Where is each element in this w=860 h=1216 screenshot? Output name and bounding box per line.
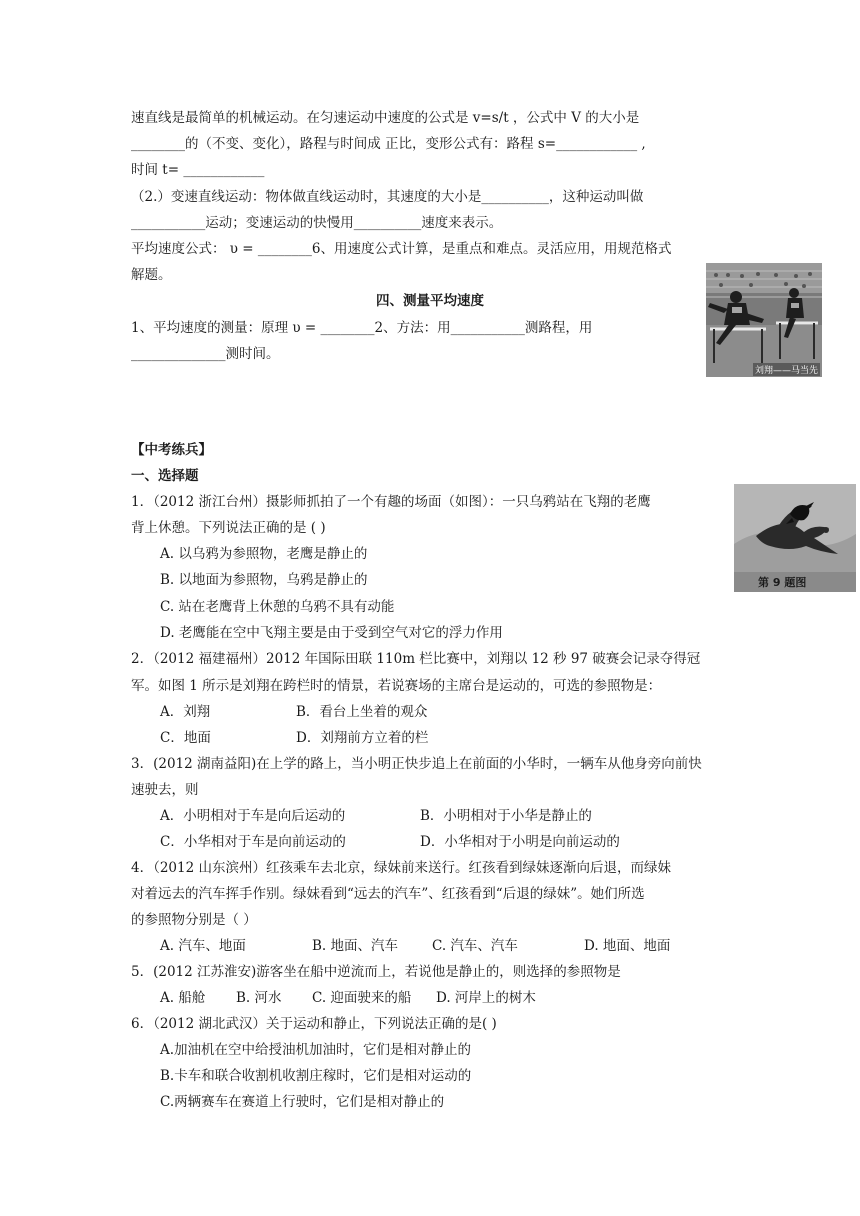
question-line: 3．(2012 湖南益阳)在上学的路上，当小明正快步追上在前面的小华时，一辆车从他身旁向前快 [131,756,702,772]
text-line: 速直线是最简单的机械运动。在匀速运动中速度的公式是 v=s/t ，公式中 V 的大小是 [131,110,640,126]
question-line: 背上休憩。下列说法正确的是 ( ) [131,520,326,536]
option: B．小明相对于小华是静止的 [420,808,592,824]
option: C. 汽车、汽车 [432,938,518,954]
photo-caption: 刘翔——马当先 [753,363,820,376]
option: B.卡车和联合收割机收割庄稼时，它们是相对运动的 [160,1068,472,1084]
option-row [160,988,536,1008]
option-row [160,936,670,956]
option: D. 老鹰能在空中飞翔主要是由于受到空气对它的浮力作用 [160,625,503,641]
practice-subtitle: 一、选择题 [131,468,199,484]
text-line: 解题。 [131,267,172,283]
section-heading: 四、测量平均速度 [376,293,484,309]
question-line: 2．（2012 福建福州）2012 年国际田联 110m 栏比赛中，刘翔以 12 秒 97 破赛会记录夺得冠 [131,651,701,667]
question-line: 速驶去，则 [131,782,199,798]
text-line: 时间 t= ____________ [131,162,265,178]
option: A．刘翔 [160,704,211,720]
option: D．小华相对于小明是向前运动的 [420,834,620,850]
question-line: 6．（2012 湖北武汉）关于运动和静止，下列说法正确的是( ) [131,1016,497,1032]
option: C．地面 [160,730,211,746]
option: A．小明相对于车是向后运动的 [160,808,346,824]
question-line: 5．(2012 江苏淮安)游客坐在船中逆流而上，若说他是静止的，则选择的参照物是 [131,964,621,980]
text-line: ______________测时间。 [131,346,280,362]
text-line: ___________运动；变速运动的快慢用__________速度来表示。 [131,215,503,231]
option: D. 河岸上的树木 [436,990,536,1006]
eagle-crow-photo [734,484,856,592]
option: C.两辆赛车在赛道上行驶时，它们是相对静止的 [160,1094,445,1110]
option: A. 以乌鸦为参照物，老鹰是静止的 [160,546,368,562]
option: C. 站在老鹰背上休憩的乌鸦不具有动能 [160,599,395,615]
text-line: ________的（不变、变化），路程与时间成 正比，变形公式有：路程 s=____________ , [131,136,646,152]
option: A. 汽车、地面 [160,938,246,954]
option: C. 迎面驶来的船 [312,990,412,1006]
option: D. 地面、地面 [584,938,671,954]
question-line: 军。如图 1 所示是刘翔在跨栏时的情景，若说赛场的主席台是运动的，可选的参照物是： [131,678,662,694]
text-line: 1、平均速度的测量：原理 υ = ________2、方法：用___________测路程，用 [131,320,593,336]
option: A. 船舱 [160,990,206,1006]
option: B. 以地面为参照物，乌鸦是静止的 [160,572,368,588]
option: C．小华相对于车是向前运动的 [160,834,346,850]
practice-title: 【中考练兵】 [131,442,212,458]
option: D．刘翔前方立着的栏 [296,730,429,746]
option: B．看台上坐着的观众 [296,704,428,720]
option-row [160,806,592,826]
text-line: 平均速度公式： υ = ________6、用速度公式计算，是重点和难点。灵活应用，用规范格式 [131,241,672,257]
option: A.加油机在空中给授油机加油时，它们是相对静止的 [160,1042,472,1058]
option: B. 地面、汽车 [312,938,399,954]
question-line: 的参照物分别是（ ） [131,912,257,928]
option-row [160,702,427,722]
option-row [160,832,620,852]
question-line: 1．（2012 浙江台州）摄影师抓拍了一个有趣的场面（如图）：一只乌鸦站在飞翔的老鹰 [131,494,651,510]
photo-caption: 第 9 题图 [758,576,807,589]
option-row [160,728,428,748]
option: B. 河水 [236,990,282,1006]
hurdle-photo [706,263,822,377]
question-line: 对着远去的汽车挥手作别。绿妹看到“远去的汽车”、红孩看到“后退的绿妹”。她们所选 [131,886,645,902]
text-line: （2.）变速直线运动：物体做直线运动时，其速度的大小是__________，这种运动叫做 [131,189,644,205]
question-line: 4．（2012 山东滨州）红孩乘车去北京，绿妹前来送行。红孩看到绿妹逐渐向后退，而绿妹 [131,860,671,876]
